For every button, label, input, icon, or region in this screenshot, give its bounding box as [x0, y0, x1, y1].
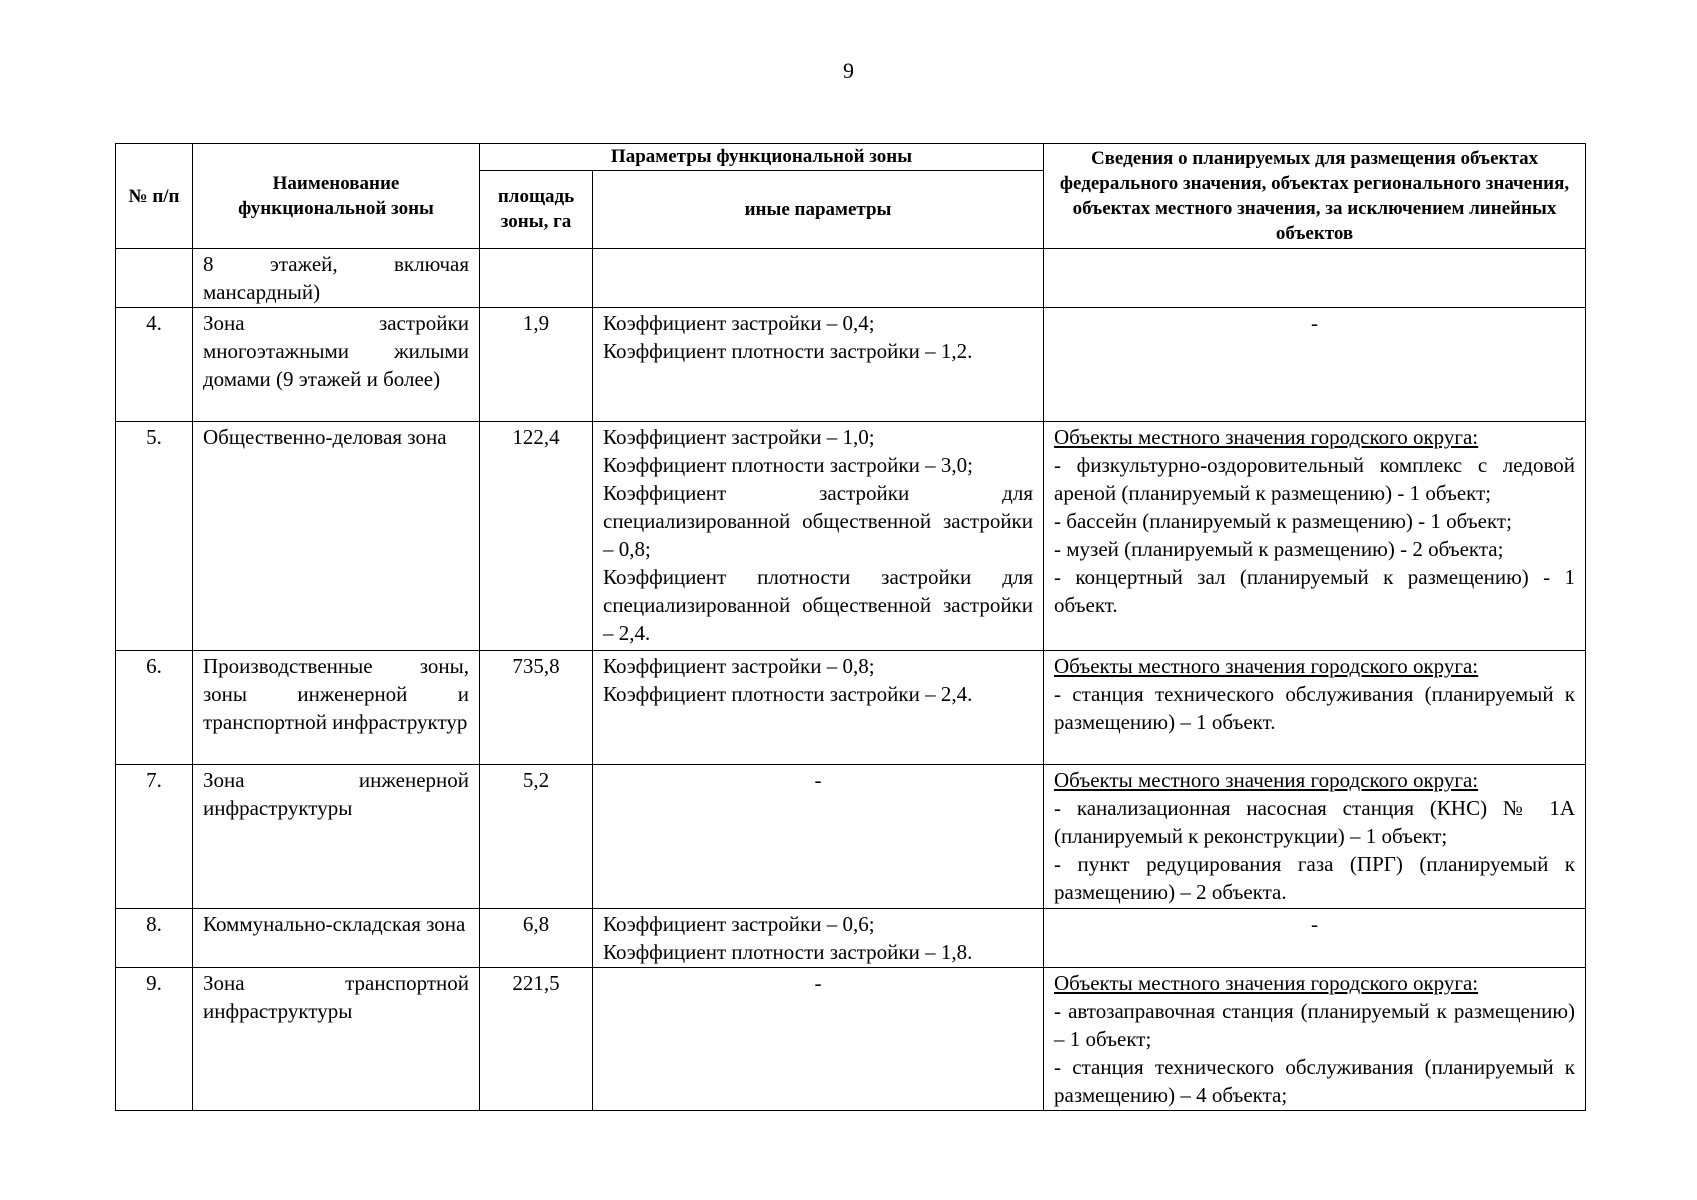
object-line: - музей (планируемый к размещению) - 2 объекта;: [1054, 537, 1504, 561]
planned-objects: [1044, 249, 1586, 308]
objects-heading: Объекты местного значения городского округа:: [1054, 971, 1479, 995]
object-line: - станция технического обслуживания (планируемый к размещению) – 1 объект.: [1054, 682, 1576, 734]
zone-name: Зона застройки многоэтажными жилыми домами (9 этажей и более): [193, 308, 480, 422]
objects-heading: Объекты местного значения городского округа:: [1054, 654, 1479, 678]
param-line: Коэффициент застройки для специализированной общественной застройки – 0,8;: [603, 481, 1034, 561]
object-line: - концертный зал (планируемый к размещению) - 1 объект.: [1054, 565, 1576, 617]
param-line: Коэффициент застройки – 0,8;: [603, 654, 875, 678]
object-line: -: [1311, 912, 1319, 936]
param-line: Коэффициент плотности застройки для специализированной общественной застройки – 2,4.: [603, 565, 1034, 645]
zone-params: [593, 968, 1044, 1111]
table-row: [116, 651, 1586, 765]
header-num: № п/п: [116, 144, 193, 249]
param-line: Коэффициент застройки – 0,6;: [603, 912, 875, 936]
planned-objects: [1044, 765, 1586, 909]
row-number: [116, 249, 193, 308]
page-number: 9: [843, 58, 854, 83]
row-number: 8.: [116, 909, 193, 968]
row-number: 9.: [116, 968, 193, 1111]
object-line: -: [1311, 311, 1319, 335]
zone-params: [593, 651, 1044, 765]
objects-heading: Объекты местного значения городского округа:: [1054, 425, 1479, 449]
functional-zones-table: [115, 143, 1586, 1111]
row-number: 6.: [116, 651, 193, 765]
planned-objects: [1044, 968, 1586, 1111]
table-row: [116, 249, 1586, 308]
object-line: - станция технического обслуживания (планируемый к размещению) – 4 объекта;: [1054, 1055, 1576, 1107]
zone-area: 735,8: [480, 651, 593, 765]
zone-area: 5,2: [480, 765, 593, 909]
table-row: [116, 909, 1586, 968]
header-area: площадь зоны, га: [480, 170, 593, 248]
zone-params: [593, 422, 1044, 651]
table-body: [116, 249, 1586, 1111]
zone-area: 122,4: [480, 422, 593, 651]
planned-objects: [1044, 422, 1586, 651]
zone-params: [593, 308, 1044, 422]
header-name: Наименование функциональной зоны: [193, 144, 480, 249]
zone-params: [593, 249, 1044, 308]
param-line: -: [814, 971, 822, 995]
zone-area: 221,5: [480, 968, 593, 1111]
table-header: [116, 144, 1586, 249]
param-line: -: [814, 768, 822, 792]
param-line: Коэффициент плотности застройки – 1,2.: [603, 339, 973, 363]
zone-area: [480, 249, 593, 308]
row-number: 7.: [116, 765, 193, 909]
zone-params: [593, 909, 1044, 968]
param-line: Коэффициент застройки – 0,4;: [603, 311, 875, 335]
param-line: Коэффициент плотности застройки – 3,0;: [603, 453, 973, 477]
planned-objects: [1044, 651, 1586, 765]
zone-params: [593, 765, 1044, 909]
zone-name: 8 этажей, включая мансардный): [193, 249, 480, 308]
planned-objects: [1044, 909, 1586, 968]
param-line: Коэффициент плотности застройки – 2,4.: [603, 682, 973, 706]
planned-objects: [1044, 308, 1586, 422]
param-line: Коэффициент застройки – 1,0;: [603, 425, 875, 449]
object-line: - пункт редуцирования газа (ПРГ) (планируемый к размещению) – 2 объекта.: [1054, 852, 1576, 904]
object-line: - физкультурно-оздоровительный комплекс с ледовой ареной (планируемый к размещению) - 1 объект;: [1054, 453, 1576, 505]
zone-area: 6,8: [480, 909, 593, 968]
row-number: 5.: [116, 422, 193, 651]
row-number: 4.: [116, 308, 193, 422]
zone-name: Производственные зоны, зоны инженерной и транспортной инфраструктур: [193, 651, 480, 765]
table-row: [116, 968, 1586, 1111]
zone-name: Общественно-деловая зона: [193, 422, 480, 651]
table-row: [116, 308, 1586, 422]
object-line: - автозаправочная станция (планируемый к размещению) – 1 объект;: [1054, 999, 1576, 1051]
zone-name: Коммунально-складская зона: [193, 909, 480, 968]
object-line: - бассейн (планируемый к размещению) - 1 объект;: [1054, 509, 1512, 533]
zone-name: Зона инженерной инфраструктуры: [193, 765, 480, 909]
param-line: Коэффициент плотности застройки – 1,8.: [603, 940, 973, 964]
table-row: [116, 422, 1586, 651]
table-row: [116, 765, 1586, 909]
header-objects: Сведения о планируемых для размещения объектах федерального значения, объектах регионального значения, объектах местного значения, за исключением линейных объектов: [1044, 144, 1586, 249]
header-other-params: иные параметры: [593, 170, 1044, 248]
zone-area: 1,9: [480, 308, 593, 422]
header-params-group: Параметры функциональной зоны: [480, 144, 1044, 171]
object-line: - канализационная насосная станция (КНС) № 1А (планируемый к реконструкции) – 1 объект;: [1054, 796, 1576, 848]
zone-name: Зона транспортной инфраструктуры: [193, 968, 480, 1111]
objects-heading: Объекты местного значения городского округа:: [1054, 768, 1479, 792]
